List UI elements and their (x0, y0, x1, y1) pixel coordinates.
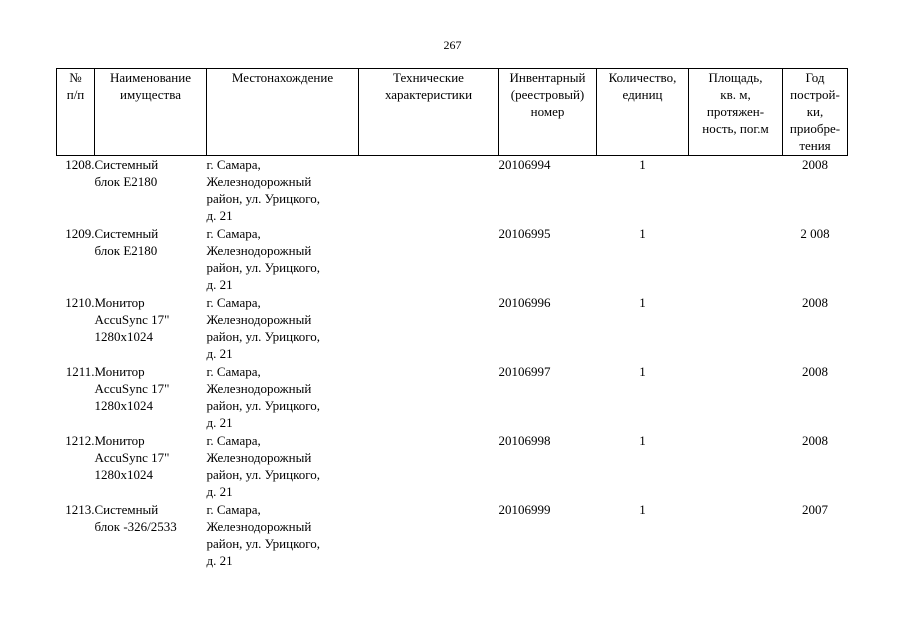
area-cell (689, 432, 783, 501)
row-number-cell: 1210. (65, 295, 95, 310)
inventory-number-cell: 20106999 (498, 502, 551, 517)
year-cell: 2008 (802, 157, 828, 172)
header-quantity: Количество, единиц (597, 69, 689, 156)
location-cell: г. Самара, Железнодорожный район, ул. Урицкого, д. 21 (206, 433, 320, 499)
specs-cell (359, 363, 499, 432)
area-cell (689, 363, 783, 432)
location-cell: г. Самара, Железнодорожный район, ул. Урицкого, д. 21 (206, 295, 320, 361)
item-name-cell: Системный блок -326/2533 (94, 502, 177, 534)
table-body (57, 156, 848, 571)
area-cell (689, 156, 783, 226)
specs-cell (359, 432, 499, 501)
year-cell: 2008 (802, 364, 828, 379)
row-number-cell: 1209. (65, 226, 95, 241)
item-name-cell: Системный блок E2180 (94, 157, 159, 189)
location-cell: г. Самара, Железнодорожный район, ул. Урицкого, д. 21 (206, 364, 320, 430)
inventory-number-cell: 20106998 (498, 433, 551, 448)
item-name-cell: Монитор AccuSync 17" 1280x1024 (94, 295, 170, 344)
specs-cell (359, 294, 499, 363)
table-row (57, 225, 848, 294)
table-row (57, 156, 848, 226)
table-header-row (57, 69, 848, 156)
row-number-cell: 1211. (65, 364, 95, 379)
specs-cell (359, 501, 499, 570)
quantity-cell: 1 (639, 157, 646, 172)
area-cell (689, 294, 783, 363)
specs-cell (359, 225, 499, 294)
header-name: Наименование имущества (95, 69, 207, 156)
inventory-number-cell: 20106995 (498, 226, 551, 241)
table-row (57, 501, 848, 570)
table-row (57, 363, 848, 432)
row-number-cell: 1208. (65, 157, 95, 172)
page-number: 267 (443, 38, 462, 52)
location-cell: г. Самара, Железнодорожный район, ул. Урицкого, д. 21 (206, 157, 320, 223)
inventory-number-cell: 20106997 (498, 364, 551, 379)
inventory-number-cell: 20106994 (498, 157, 551, 172)
area-cell (689, 501, 783, 570)
quantity-cell: 1 (639, 502, 646, 517)
item-name-cell: Монитор AccuSync 17" 1280x1024 (94, 364, 170, 413)
header-year: Год построй- ки, приобре- тения (783, 69, 848, 156)
area-cell (689, 225, 783, 294)
year-cell: 2008 (802, 433, 828, 448)
row-number-cell: 1212. (65, 433, 95, 448)
location-cell: г. Самара, Железнодорожный район, ул. Урицкого, д. 21 (206, 226, 320, 292)
quantity-cell: 1 (639, 433, 646, 448)
location-cell: г. Самара, Железнодорожный район, ул. Урицкого, д. 21 (206, 502, 320, 568)
specs-cell (359, 156, 499, 226)
item-name-cell: Монитор AccuSync 17" 1280x1024 (94, 433, 170, 482)
row-number-cell: 1213. (65, 502, 95, 517)
header-area: Площадь, кв. м, протяжен- ность, пог.м (689, 69, 783, 156)
property-registry-table (56, 68, 848, 570)
header-specs: Технические характеристики (359, 69, 499, 156)
header-number: № п/п (57, 69, 95, 156)
item-name-cell: Системный блок E2180 (94, 226, 159, 258)
quantity-cell: 1 (639, 295, 646, 310)
year-cell: 2 008 (800, 226, 830, 241)
table-row (57, 294, 848, 363)
inventory-number-cell: 20106996 (498, 295, 551, 310)
year-cell: 2007 (802, 502, 828, 517)
header-location: Местонахождение (207, 69, 359, 156)
quantity-cell: 1 (639, 226, 646, 241)
header-inventory: Инвентарный (реестровый) номер (499, 69, 597, 156)
quantity-cell: 1 (639, 364, 646, 379)
table-row (57, 432, 848, 501)
year-cell: 2008 (802, 295, 828, 310)
